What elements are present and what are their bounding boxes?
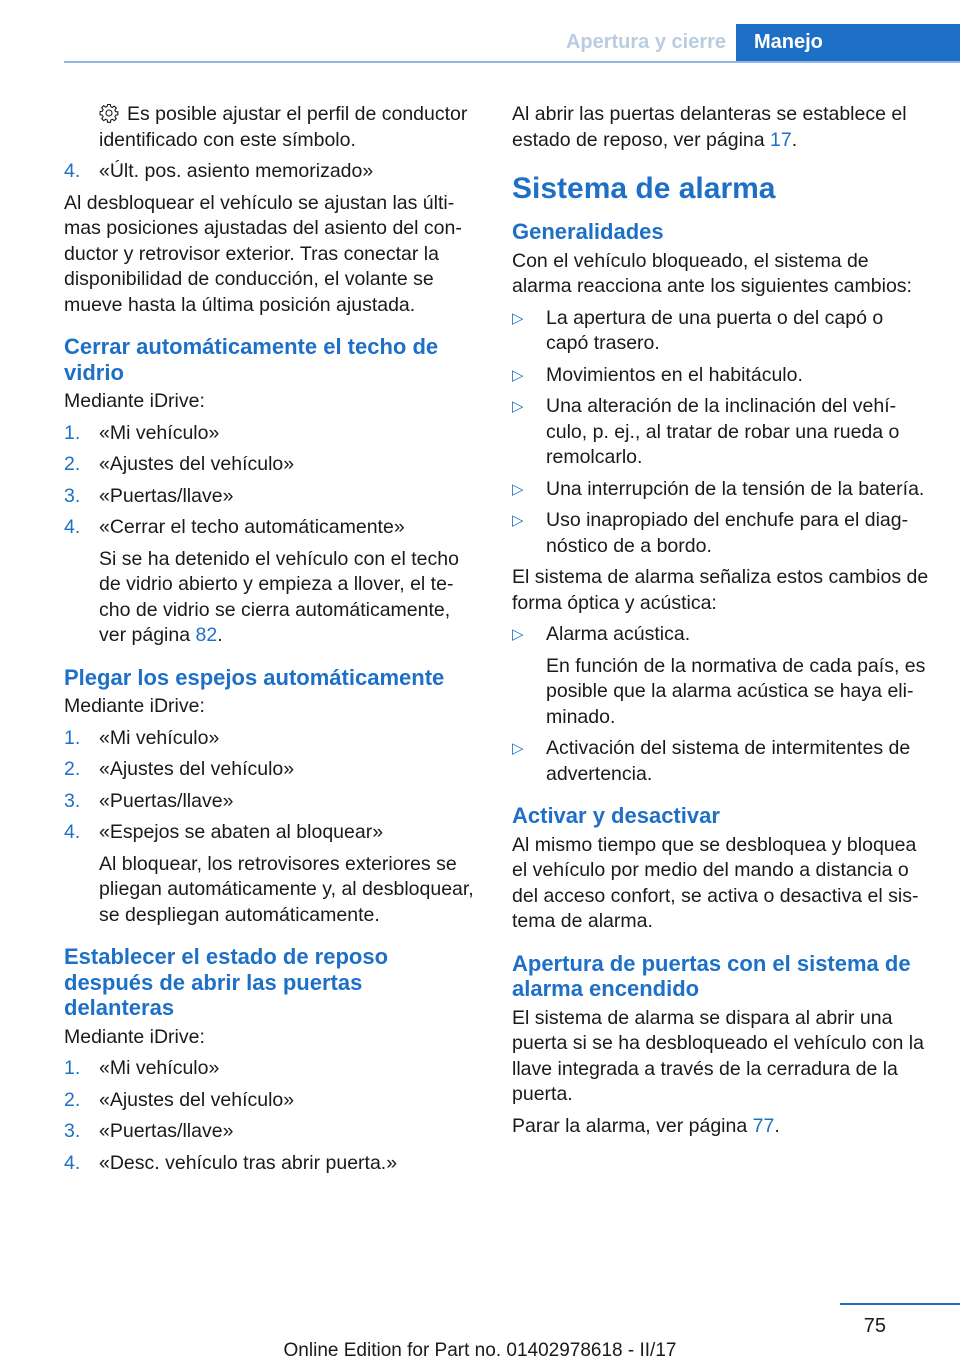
section-heading: Apertura de puertas con el sistema de alarma encendido bbox=[512, 950, 911, 1001]
paragraph: Mediante iDrive: bbox=[64, 695, 205, 717]
gear-note bbox=[64, 102, 478, 153]
list-text: «Cerrar el techo automáticamente» bbox=[99, 516, 405, 538]
footer-edition: Online Edition for Part no. 01402978618 - II/17 bbox=[283, 1340, 677, 1361]
list-item bbox=[64, 421, 478, 447]
section-heading: Establecer el estado de reposo después de abrir las puertas delanteras bbox=[64, 944, 389, 1020]
list-text: «Espejos se abaten al bloquear» bbox=[99, 821, 384, 843]
list-item bbox=[64, 726, 478, 752]
chapter-heading: Sistema de alarma bbox=[512, 172, 776, 205]
list-text: «Puertas/llave» bbox=[99, 1120, 234, 1142]
list-item bbox=[512, 363, 930, 389]
footer-divider bbox=[840, 1303, 960, 1305]
list-number: 1. bbox=[64, 1057, 81, 1079]
paragraph: Mediante iDrive: bbox=[64, 390, 205, 412]
list-text: «Desc. vehículo tras abrir puerta.» bbox=[99, 1151, 398, 1174]
list-subtext: Al bloquear, los retrovisores exteriores se pliegan automáticamente y, al desbloquear, se despliegan automáticamente. bbox=[99, 852, 474, 926]
header-section-label: Apertura y cierre bbox=[565, 31, 727, 53]
list-number: 2. bbox=[64, 453, 81, 475]
list-text: «Mi vehículo» bbox=[99, 726, 220, 749]
header-chapter-label: Manejo bbox=[736, 24, 960, 61]
list-text: Una interrupción de la tensión de la batería. bbox=[546, 477, 925, 500]
paragraph: El sistema de alarma señaliza estos cambios de forma óptica y acústica: bbox=[512, 566, 929, 614]
triangle-bullet-icon: ▷ bbox=[512, 740, 524, 757]
list-text: Alarma acústica. bbox=[546, 623, 691, 645]
list-text: Una alteración de la inclinación del vehículo, p. ej., al tratar de robar una rueda o remolcarlo. bbox=[546, 395, 900, 468]
paragraph: El sistema de alarma se dispara al abrir una puerta si se ha desbloqueado el vehículo con la llave integrada a través de la cerradura de la puerta. bbox=[512, 1006, 924, 1105]
list-subtext: En función de la normativa de cada país, es posible que la alarma acústica se haya eliminado. bbox=[546, 654, 926, 728]
gear-note-text: Es posible ajustar el perfil de conductor identificado con este símbolo. bbox=[99, 103, 468, 151]
list-text: «Puertas/llave» bbox=[99, 789, 234, 812]
paragraph: Al mismo tiempo que se desbloquea y bloquea el vehículo por medio del mando a distancia o del acceso confort, se activa o desactiva el sistema de alarma. bbox=[512, 833, 919, 932]
list-item bbox=[64, 820, 478, 928]
paragraph: Al desbloquear el vehículo se ajustan las últimas posiciones ajustadas del asiento del conductor y retrovisor exterior. Tras conectar la disponibilidad de conducción, el volante se mueve hasta la última posición ajustada. bbox=[64, 191, 462, 316]
list-item bbox=[64, 1056, 478, 1082]
paragraph: Mediante iDrive: bbox=[64, 1025, 205, 1048]
list-text: «Últ. pos. asiento memorizado» bbox=[99, 160, 374, 182]
list-item bbox=[512, 508, 930, 559]
list-text: «Ajustes del vehículo» bbox=[99, 1088, 295, 1111]
list-text: Movimientos en el habitáculo. bbox=[546, 363, 803, 386]
list-item bbox=[512, 622, 930, 730]
list-number: 4. bbox=[64, 160, 81, 182]
left-column bbox=[64, 102, 478, 1182]
list-item bbox=[64, 484, 478, 510]
list-number: 3. bbox=[64, 789, 81, 812]
list-number: 3. bbox=[64, 484, 81, 507]
triangle-bullet-icon: ▷ bbox=[512, 512, 524, 529]
right-column bbox=[512, 102, 930, 1145]
list-item bbox=[512, 394, 930, 471]
page-link-77[interactable]: 77 bbox=[752, 1114, 775, 1137]
page-link-82[interactable]: 82 bbox=[195, 624, 218, 646]
section-heading: Activar y desactivar bbox=[512, 803, 720, 828]
list-item bbox=[512, 736, 930, 787]
list-text: Uso inapropiado del enchufe para el diagnóstico de a bordo. bbox=[546, 509, 909, 557]
page-number: 75 bbox=[863, 1315, 886, 1337]
section-heading: Plegar los espejos automáticamente bbox=[64, 664, 445, 690]
triangle-bullet-icon: ▷ bbox=[512, 480, 524, 498]
list-number: 2. bbox=[64, 1088, 81, 1111]
page-link-17[interactable]: 17 bbox=[770, 128, 792, 151]
paragraph: Con el vehículo bloqueado, el sistema de alarma reacciona ante los siguientes cambios: bbox=[512, 249, 912, 297]
list-item bbox=[512, 477, 930, 503]
list-number: 1. bbox=[64, 421, 81, 444]
list-item bbox=[64, 789, 478, 815]
list-item bbox=[64, 757, 478, 783]
paragraph: Al abrir las puertas delanteras se establece el estado de reposo, ver página 17. bbox=[512, 103, 907, 151]
list-item bbox=[64, 1088, 478, 1114]
section-heading: Cerrar automáticamente el techo de vidrio bbox=[64, 334, 439, 385]
triangle-bullet-icon: ▷ bbox=[512, 366, 524, 384]
list-number: 4. bbox=[64, 821, 81, 843]
triangle-bullet-icon: ▷ bbox=[512, 309, 524, 327]
list-text: La apertura de una puerta o del capó o capó trasero. bbox=[546, 306, 884, 354]
header-divider bbox=[64, 61, 960, 63]
list-number: 3. bbox=[64, 1120, 81, 1142]
list-item bbox=[64, 452, 478, 478]
list-text: «Ajustes del vehículo» bbox=[99, 453, 295, 475]
list-number: 1. bbox=[64, 726, 81, 749]
list-item bbox=[64, 515, 478, 649]
triangle-bullet-icon: ▷ bbox=[512, 398, 524, 415]
list-text: «Puertas/llave» bbox=[99, 484, 234, 507]
list-item bbox=[64, 159, 478, 185]
list-number: 4. bbox=[64, 516, 81, 538]
header-tabs bbox=[556, 24, 960, 61]
list-item bbox=[64, 1119, 478, 1145]
list-number: 2. bbox=[64, 758, 81, 780]
list-text: «Mi vehículo» bbox=[99, 421, 220, 444]
paragraph: Parar la alarma, ver página 77. bbox=[512, 1114, 780, 1137]
gear-icon bbox=[99, 103, 119, 123]
list-number: 4. bbox=[64, 1151, 81, 1174]
list-text: «Ajustes del vehículo» bbox=[99, 758, 295, 780]
list-text: «Mi vehículo» bbox=[99, 1057, 220, 1079]
list-subtext: Si se ha detenido el vehículo con el techo de vidrio abierto y empieza a llover, el techo de vidrio se cierra automáticamente, ver página 82. bbox=[99, 547, 459, 646]
triangle-bullet-icon: ▷ bbox=[512, 626, 524, 643]
list-item bbox=[64, 1151, 478, 1177]
list-item bbox=[512, 306, 930, 357]
section-heading: Generalidades bbox=[512, 219, 664, 244]
list-text: Activación del sistema de intermitentes de advertencia. bbox=[546, 737, 911, 785]
